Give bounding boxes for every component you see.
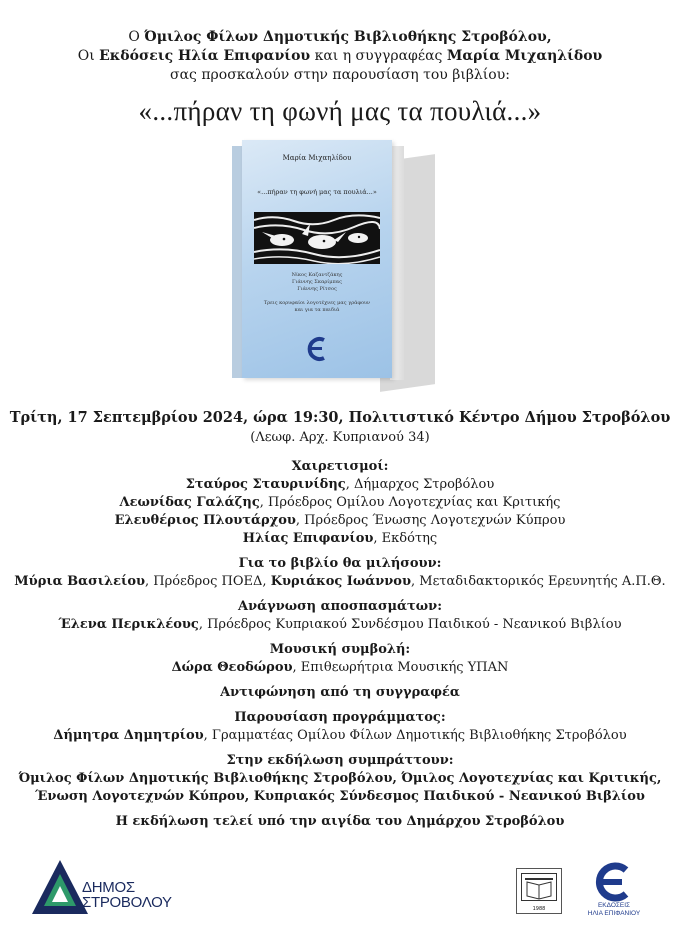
cover-author: Μαρία Μιχαηλίδου [282, 154, 352, 162]
music-heading: Μουσική συμβολή: [269, 642, 411, 657]
book-title-heading: «...πήραν τη φωνή μας τα πουλιά...» [138, 96, 542, 126]
library-book-icon [521, 873, 557, 901]
cover-featured-authors: Νίκος Καζαντζάκης Γιάννης Σκαρίμπας Γιάννης Ρίτσος [291, 272, 343, 292]
organizer-name: Όμιλος Φίλων Δημοτικής Βιβλιοθήκης Στροβόλου, [144, 29, 552, 45]
greeting-item: Ηλίας Επιφανίου, Εκδότης [242, 531, 438, 546]
music-line: Δώρα Θεοδώρου, Επιθεωρήτρια Μουσικής ΥΠΑΝ [171, 660, 509, 675]
event-address: (Λεωφ. Αρχ. Κυπριανού 34) [250, 430, 430, 445]
speakers-line: Μύρια Βασιλείου, Πρόεδρος ΠΟΕΔ, Κυριάκος Ιωάννου, Μεταδιδακτορικός Ερευνητής Α.Π.Θ. [14, 574, 666, 589]
greetings-heading: Χαιρετισμοί: [291, 459, 389, 474]
intro-line-2: Οι Εκδόσεις Ηλία Επιφανίου και η συγγραφέας Μαρία Μιχαηλίδου [77, 48, 603, 64]
author-name: Μαρία Μιχαηλίδου [446, 48, 603, 64]
intro-line-1: Ο Όμιλος Φίλων Δημοτικής Βιβλιοθήκης Στροβόλου, [128, 29, 552, 45]
auspices-line: Η εκδήλωση τελεί υπό την αιγίδα του Δημάρχου Στροβόλου [115, 814, 565, 829]
partners-line-2: Ένωση Λογοτεχνών Κύπρου, Κυπριακός Σύνδεσμος Παιδικού - Νεανικού Βιβλίου [35, 789, 645, 804]
publisher-logo-text: ΕΚΔΟΣΕΙΣ ΗΛΙΑ ΕΠΙΦΑΝΙΟΥ [587, 902, 641, 917]
cover-publisher-logo [304, 336, 330, 366]
publisher-logo [574, 862, 654, 922]
event-program [0, 458, 680, 831]
cover-woodcut-illustration [254, 212, 380, 264]
partners-line-1: Όμιλος Φίλων Δημοτικής Βιβλιοθήκης Στροβόλου, Όμιλος Λογοτεχνίας και Κριτικής, [18, 771, 662, 786]
cover-subtitle: Τρεις κορυφαίοι λογοτέχνες μας γράφουν και για τα παιδιά [263, 300, 371, 313]
book-pages [390, 146, 404, 380]
host-line: Δήμητρα Δημητρίου, Γραμματέας Ομίλου Φίλων Δημοτικής Βιβλιοθήκης Στροβόλου [53, 728, 627, 743]
greeting-item: Λεωνίδας Γαλάζης, Πρόεδρος Ομίλου Λογοτεχνίας και Κριτικής [119, 495, 561, 510]
invitation-intro [0, 28, 680, 85]
publisher-name: Εκδόσεις Ηλία Επιφανίου [99, 48, 311, 64]
dimos-triangle-icon [30, 858, 90, 918]
library-logo [516, 868, 562, 914]
dimos-logo-text: ΔΗΜΟΣ ΣΤΡΟΒΟΛΟΥ [82, 879, 172, 911]
book-cover-image [230, 140, 450, 400]
book-front-cover [242, 140, 392, 378]
author-response: Αντιφώνηση από τη συγγραφέα [220, 685, 460, 700]
event-datetime-venue: Τρίτη, 17 Σεπτεμβρίου 2024, ώρα 19:30, Πολιτιστικό Κέντρο Δήμου Στροβόλου [9, 409, 671, 426]
speakers-heading: Για το βιβλίο θα μιλήσουν: [238, 556, 442, 571]
host-heading: Παρουσίαση προγράμματος: [234, 710, 446, 725]
partners-heading: Στην εκδήλωση συμπράττουν: [226, 753, 454, 768]
reading-heading: Ανάγνωση αποσπασμάτων: [238, 599, 442, 614]
intro-line-3: σας προσκαλούν στην παρουσίαση του βιβλίου: [170, 67, 510, 83]
reading-line: Έλενα Περικλέους, Πρόεδρος Κυπριακού Συνδέσμου Παιδικού - Νεανικού Βιβλίου [58, 617, 622, 632]
cover-title: «...πήραν τη φωνή μας τα πουλιά...» [257, 188, 377, 196]
dimos-strovolou-logo [30, 858, 195, 918]
greeting-item: Ελευθέριος Πλουτάρχου, Πρόεδρος Ένωσης Λογοτεχνών Κύπρου [114, 513, 566, 528]
library-year: 1988 [532, 906, 546, 912]
greeting-item: Σταύρος Σταυρινίδης, Δήμαρχος Στροβόλου [185, 477, 495, 492]
publisher-epsilon-icon [574, 862, 654, 902]
